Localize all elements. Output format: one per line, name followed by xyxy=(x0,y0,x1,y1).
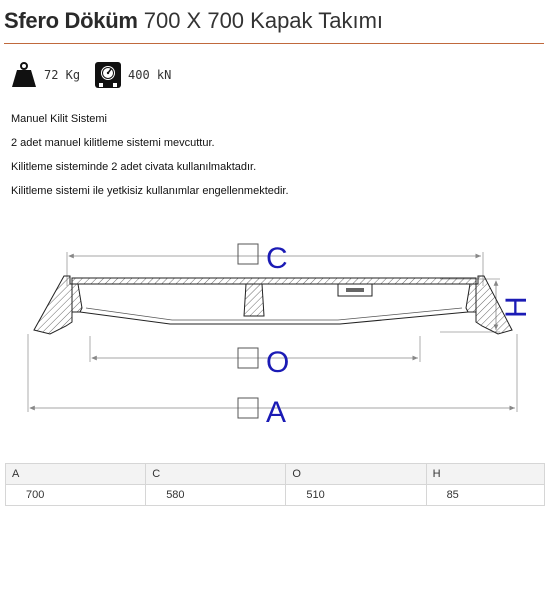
weight-value: 72 Kg xyxy=(44,68,81,82)
cover-wall-right xyxy=(466,284,476,312)
table-header-cell: C xyxy=(146,464,286,485)
table-header-cell: O xyxy=(286,464,426,485)
dimension-table xyxy=(5,463,545,506)
description-heading: Manuel Kilit Sistemi xyxy=(11,113,107,125)
description-line: Kilitleme sisteminde 2 adet civata kullanılmaktadır. xyxy=(11,161,257,173)
table-cell: 85 xyxy=(426,485,544,506)
title-rest: 700 X 700 Kapak Takımı xyxy=(143,8,384,33)
cover-plate xyxy=(72,278,476,284)
label-a: A xyxy=(266,396,287,429)
table-header-cell: H xyxy=(426,464,544,485)
center-rib xyxy=(244,284,264,316)
load-spec xyxy=(94,60,171,90)
weight-spec xyxy=(10,60,80,90)
technical-drawing xyxy=(0,226,548,436)
table-cell: 580 xyxy=(146,485,286,506)
label-c: C xyxy=(266,242,288,275)
label-h: H xyxy=(500,296,533,318)
load-value: 400 kN xyxy=(128,68,172,82)
table-header-cell: A xyxy=(6,464,146,485)
weight-icon xyxy=(10,61,38,89)
description-line: Kilitleme sistemi ile yetkisiz kullanımlar engellenmektedir. xyxy=(11,185,289,197)
page-title xyxy=(4,6,383,36)
label-o: O xyxy=(266,346,290,379)
load-gauge-icon xyxy=(94,61,122,89)
dimension-symbol-box xyxy=(238,244,258,264)
cover-wall-left xyxy=(72,284,82,312)
extension-lines xyxy=(28,252,517,412)
title-bold: Sfero Döküm xyxy=(4,8,138,33)
table-row xyxy=(6,485,545,506)
table-header-row xyxy=(6,464,545,485)
table-cell: 700 xyxy=(6,485,146,506)
cover-underside xyxy=(80,312,468,324)
lock-bolt xyxy=(346,288,364,292)
description-line: 2 adet manuel kilitleme sistemi mevcuttur. xyxy=(11,137,215,149)
frame-left xyxy=(34,276,72,334)
title-divider xyxy=(4,43,544,44)
table-cell: 510 xyxy=(286,485,426,506)
